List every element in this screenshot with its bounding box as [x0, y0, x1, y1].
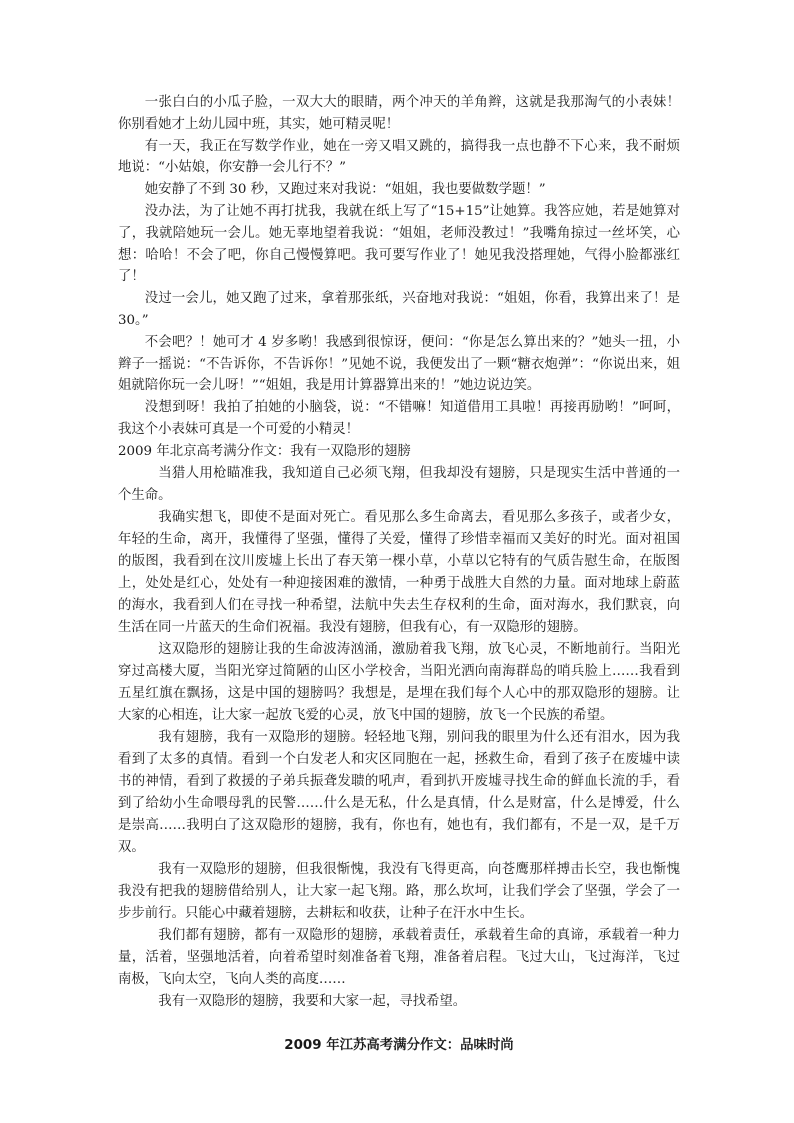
essay-paragraph: 我有一双隐形的翅膀，但我很惭愧，我没有飞得更高，向苍鹰那样搏击长空，我也惭愧我没有把我的翅膀借给别人，让大家一起飞翔。路，那么坎坷，让我们学会了坚强，学会了一步步前行。只能心中藏着翅膀，去耕耘和收获，让种子在汗水中生长。	[118, 861, 680, 921]
essay-paragraph: 我有翅膀，我有一双隐形的翅膀。轻轻地飞翔，别问我的眼里为什么还有泪水，因为我看到了太多的真情。看到一个白发老人和灾区同胞在一起，拯救生命，看到了孩子在废墟中读书的神情，看到了救援的子弟兵振聋发聩的吼声，看到扒开废墟寻找生命的鲜血长流的手，看到了给幼小生命喂母乳的民警……什么是无私，什么是真情，什么是财富，什么是博爱，什么是崇高……我明白了这双隐形的翅膀，我有，你也有，她也有，我们都有，不是一双，是千万双。	[118, 729, 680, 855]
story-paragraph: 一张白白的小瓜子脸，一双大大的眼睛，两个冲天的羊角辫，这就是我那淘气的小表妹！你别看她才上幼儿园中班，其实，她可精灵呢！	[118, 95, 680, 132]
essay-section	[118, 441, 680, 1013]
story-paragraph: 她安静了不到 30 秒，又跑过来对我说：“姐姐，我也要做数学题！”	[144, 182, 546, 198]
essay-paragraph: 我们都有翅膀，都有一双隐形的翅膀，承载着责任，承载着生命的真谛，承载着一种力量，活着，坚强地活着，向着希望时刻准备着飞翔，准备着启程。飞过大山，飞过海洋，飞过南极，飞向太空，飞向人类的高度……	[118, 927, 680, 987]
essay-paragraph: 这双隐形的翅膀让我的生命波涛汹涌，激励着我飞翔，放飞心灵，不断地前行。当阳光穿过高楼大厦，当阳光穿过简陋的山区小学校舍，当阳光洒向南海群岛的哨兵脸上……我看到五星红旗在飘扬，这是中国的翅膀吗？我想是，是埋在我们每个人心中的那双隐形的翅膀。让大家的心相连，让大家一起放飞爱的心灵，放飞中国的翅膀，放飞一个民族的希望。	[118, 641, 680, 723]
story-paragraph: 没想到呀！我拍了拍她的小脑袋，说：“不错嘛！知道借用工具啦！再接再励哟！”呵呵，我这个小表妹可真是一个可爱的小精灵！	[118, 400, 680, 437]
story-paragraph: 不会吧？！她可才 4 岁多哟！我感到很惊讶，便问：“你是怎么算出来的？”她头一扭，小辫子一摇说：“不告诉你，不告诉你！”见她不说，我便发出了一颗“糖衣炮弹”：“你说出来，姐姐就陪你玩一会儿呀！”“姐姐，我是用计算器算出来的！”她边说边笑。	[118, 334, 680, 394]
next-section-title: 2009 年江苏高考满分作文：品味时尚	[284, 1037, 514, 1053]
essay-paragraph: 我确实想飞，即使不是面对死亡。看见那么多生命离去，看见那么多孩子，或者少女，年轻的生命，离开，我懂得了坚强，懂得了关爱，懂得了珍惜幸福而又美好的时光。面对祖国的版图，我看到在汶川废墟上长出了春天第一棵小草，小草以它特有的气质告慰生命，在版图上，处处是红心，处处有一种迎接困难的激情，一种勇于战胜大自然的力量。面对地球上蔚蓝的海水，我看到人们在寻找一种希望，法航中失去生存权利的生命，面对海水，我们默哀，向生活在同一片蓝天的生命们祝福。我没有翅膀，但我有心，有一双隐形的翅膀。	[118, 509, 680, 635]
story-paragraph: 没过一会儿，她又跑了过来，拿着那张纸，兴奋地对我说：“姐姐，你看，我算出来了！是 30。”	[118, 291, 680, 328]
document-page	[118, 92, 680, 1057]
story-paragraph: 有一天，我正在写数学作业，她在一旁又唱又跳的，搞得我一点也静不下心来，我不耐烦地说：“小姑娘，你安静一会儿行不？”	[118, 138, 680, 176]
essay-title: 2009 年北京高考满分作文：我有一双隐形的翅膀	[118, 443, 411, 459]
essay-paragraph: 我有一双隐形的翅膀，我要和大家一起，寻找希望。	[158, 993, 467, 1009]
story-paragraph: 没办法，为了让她不再打扰我，我就在纸上写了“15+15”让她算。我答应她，若是她算对了，我就陪她玩一会儿。她无辜地望着我说：“姐姐，老师没教过！”我嘴角掠过一丝坏笑，心想：哈哈！不会了吧，你自己慢慢算吧。我可要写作业了！她见我没搭理她，气得小脸都涨红了！	[118, 203, 680, 285]
essay-paragraph: 当猎人用枪瞄准我，我知道自己必须飞翔，但我却没有翅膀，只是现实生活中普通的一个生命。	[118, 465, 680, 503]
story-section	[118, 92, 680, 441]
